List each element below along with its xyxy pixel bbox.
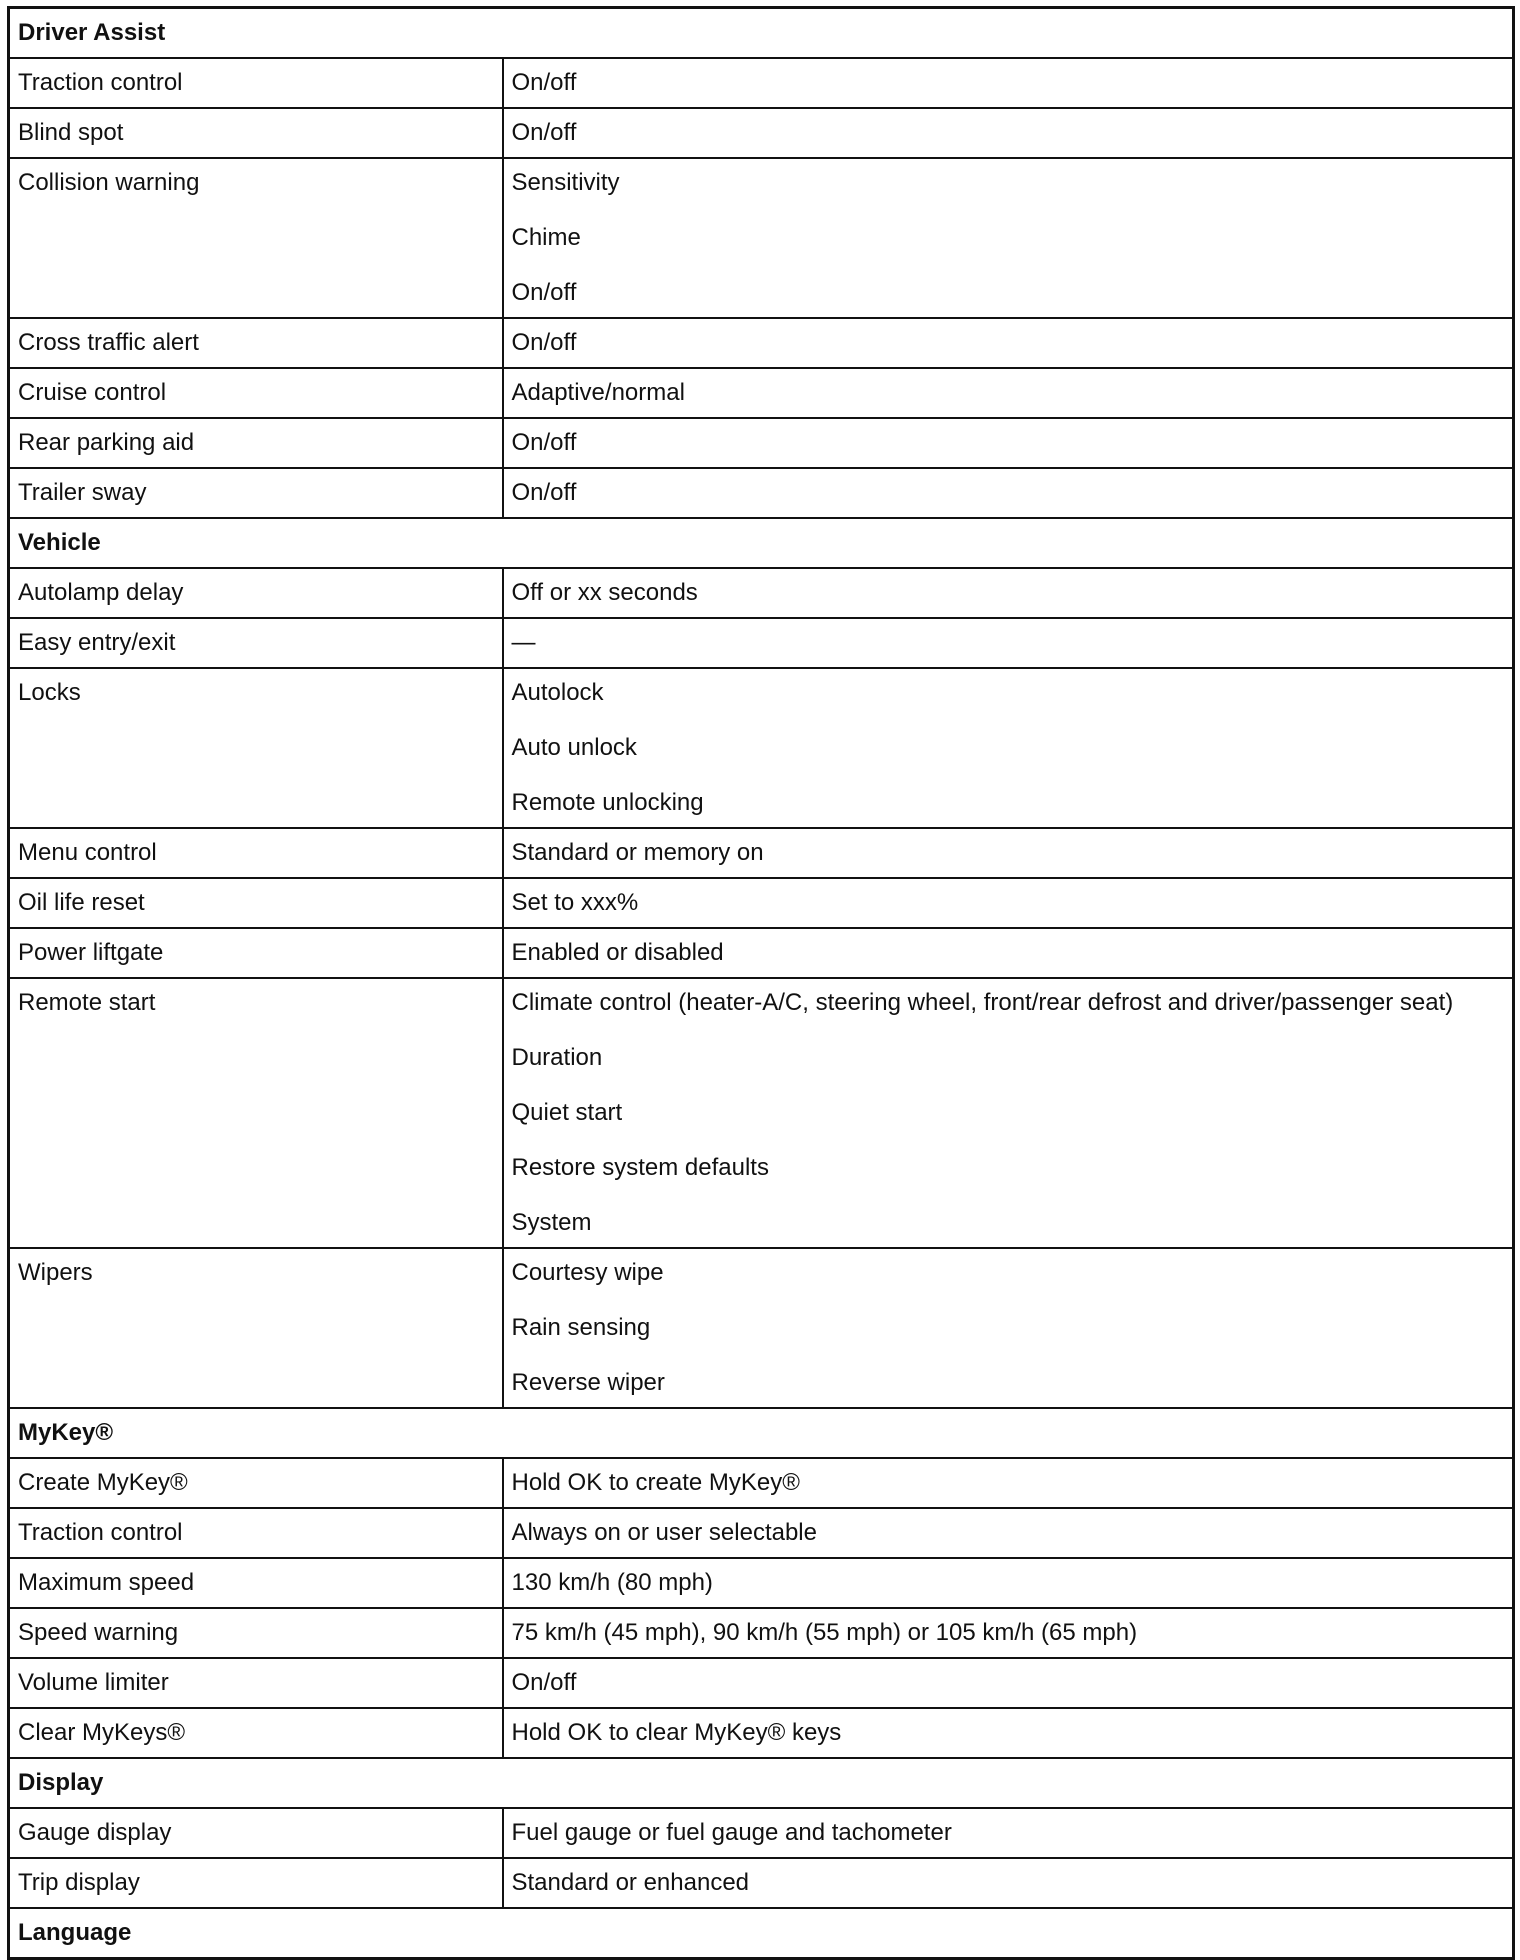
setting-options [503, 618, 1514, 668]
table-row [9, 1558, 1514, 1608]
section-title: Language [9, 1908, 1514, 1959]
setting-option: Chime [511, 224, 581, 251]
setting-option: Climate control (heater-A/C, steering wheel, front/rear defrost and driver/passenger seat) [511, 989, 1454, 1016]
setting-label: Speed warning [9, 1608, 503, 1658]
table-row [9, 878, 1514, 928]
setting-option: System [511, 1209, 592, 1236]
setting-option: On/off [511, 119, 577, 146]
setting-label: Gauge display [9, 1808, 503, 1858]
table-row [9, 928, 1514, 978]
setting-label: Autolamp delay [9, 568, 503, 618]
setting-label: Power liftgate [9, 928, 503, 978]
setting-option: On/off [511, 1669, 577, 1696]
table-row [9, 468, 1514, 518]
setting-options [503, 1808, 1514, 1858]
table-row [9, 1808, 1514, 1858]
setting-label: Maximum speed [9, 1558, 503, 1608]
setting-options [503, 468, 1514, 518]
table-row [9, 1608, 1514, 1658]
setting-option: Quiet start [511, 1099, 623, 1126]
setting-option: Always on or user selectable [511, 1519, 817, 1546]
setting-option: Autolock [511, 679, 604, 706]
setting-option: Restore system defaults [511, 1154, 769, 1181]
setting-label: Remote start [9, 978, 503, 1248]
setting-options [503, 108, 1514, 158]
setting-option: 130 km/h (80 mph) [511, 1569, 713, 1596]
setting-option: Enabled or disabled [511, 939, 724, 966]
setting-option: — [511, 629, 536, 656]
table-row [9, 1658, 1514, 1708]
table-row [9, 368, 1514, 418]
setting-option: 75 km/h (45 mph), 90 km/h (55 mph) or 105 km/h (65 mph) [511, 1619, 1138, 1646]
table-row [9, 978, 1514, 1248]
setting-option: Standard or memory on [511, 839, 764, 866]
table-row [9, 1858, 1514, 1908]
setting-label: Traction control [9, 1508, 503, 1558]
section-header-row [9, 8, 1514, 59]
setting-options [503, 878, 1514, 928]
setting-label: Clear MyKeys® [9, 1708, 503, 1758]
table-row [9, 828, 1514, 878]
setting-option: Off or xx seconds [511, 579, 698, 606]
table-row [9, 618, 1514, 668]
table-row [9, 668, 1514, 828]
setting-options [503, 1508, 1514, 1558]
setting-label: Trailer sway [9, 468, 503, 518]
setting-label: Rear parking aid [9, 418, 503, 468]
table-row [9, 1708, 1514, 1758]
setting-label: Volume limiter [9, 1658, 503, 1708]
table-row [9, 1248, 1514, 1408]
table-row [9, 418, 1514, 468]
setting-options [503, 1608, 1514, 1658]
setting-label: Traction control [9, 58, 503, 108]
setting-label: Create MyKey® [9, 1458, 503, 1508]
setting-option: On/off [511, 329, 577, 356]
section-header-row [9, 1758, 1514, 1808]
setting-label: Blind spot [9, 108, 503, 158]
setting-options [503, 668, 1514, 828]
setting-option: Standard or enhanced [511, 1869, 750, 1896]
setting-options [503, 1708, 1514, 1758]
setting-options [503, 418, 1514, 468]
setting-label: Cross traffic alert [9, 318, 503, 368]
setting-options [503, 158, 1514, 318]
setting-label: Trip display [9, 1858, 503, 1908]
table-row [9, 1508, 1514, 1558]
setting-option: Hold OK to create MyKey® [511, 1469, 800, 1496]
section-header-row [9, 1408, 1514, 1458]
setting-option: Reverse wiper [511, 1369, 665, 1396]
setting-label: Cruise control [9, 368, 503, 418]
setting-option: Rain sensing [511, 1314, 651, 1341]
settings-table [7, 6, 1515, 1960]
setting-option: Adaptive/normal [511, 379, 685, 406]
setting-option: On/off [511, 279, 577, 306]
section-title: Display [9, 1758, 1514, 1808]
setting-options [503, 1658, 1514, 1708]
setting-option: Fuel gauge or fuel gauge and tachometer [511, 1819, 952, 1846]
setting-option: Courtesy wipe [511, 1259, 664, 1286]
section-title: MyKey® [9, 1408, 1514, 1458]
setting-label: Wipers [9, 1248, 503, 1408]
setting-option: Duration [511, 1044, 603, 1071]
setting-label: Collision warning [9, 158, 503, 318]
setting-options [503, 568, 1514, 618]
settings-table-body [9, 8, 1514, 1959]
table-row [9, 1458, 1514, 1508]
setting-options [503, 1858, 1514, 1908]
setting-options [503, 1558, 1514, 1608]
setting-options [503, 318, 1514, 368]
setting-label: Oil life reset [9, 878, 503, 928]
setting-options [503, 828, 1514, 878]
setting-options [503, 58, 1514, 108]
setting-option: On/off [511, 69, 577, 96]
setting-option: On/off [511, 429, 577, 456]
section-title: Vehicle [9, 518, 1514, 568]
table-row [9, 318, 1514, 368]
setting-options [503, 1248, 1514, 1408]
table-row [9, 158, 1514, 318]
setting-option: Sensitivity [511, 169, 620, 196]
table-row [9, 568, 1514, 618]
setting-options [503, 978, 1514, 1248]
setting-option: Set to xxx% [511, 889, 639, 916]
table-row [9, 58, 1514, 108]
setting-option: Auto unlock [511, 734, 637, 761]
setting-options [503, 368, 1514, 418]
section-header-row [9, 518, 1514, 568]
setting-option: On/off [511, 479, 577, 506]
setting-option: Hold OK to clear MyKey® keys [511, 1719, 842, 1746]
setting-label: Menu control [9, 828, 503, 878]
setting-option: Remote unlocking [511, 789, 704, 816]
setting-label: Easy entry/exit [9, 618, 503, 668]
setting-label: Locks [9, 668, 503, 828]
setting-options [503, 928, 1514, 978]
section-header-row [9, 1908, 1514, 1959]
setting-options [503, 1458, 1514, 1508]
table-row [9, 108, 1514, 158]
section-title: Driver Assist [9, 8, 1514, 59]
